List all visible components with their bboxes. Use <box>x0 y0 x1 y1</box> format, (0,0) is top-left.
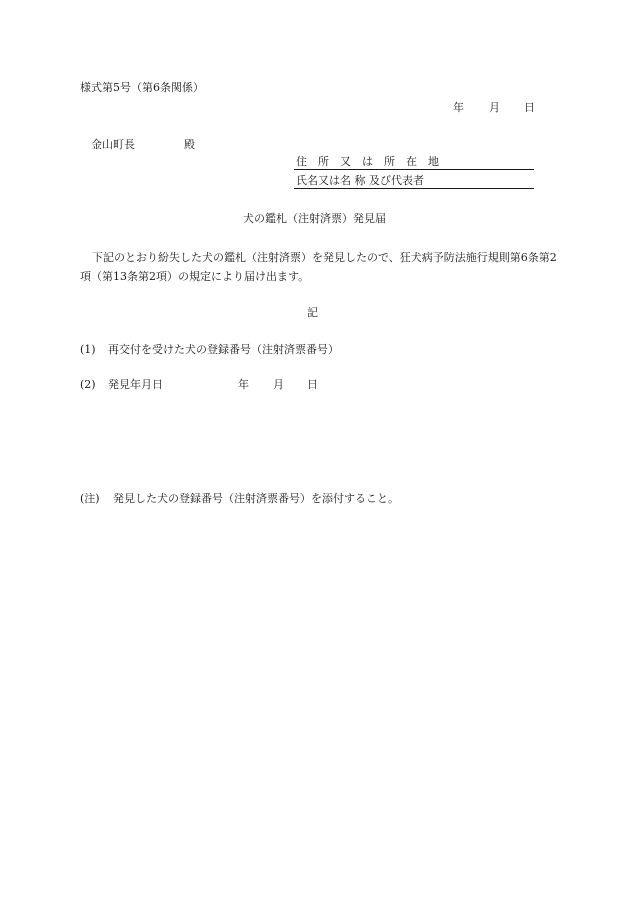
item-2-day: 日 <box>307 378 318 391</box>
recipient-name: 金山町長 <box>91 138 135 151</box>
item-1-number: (1) <box>80 343 96 356</box>
recipient-honorific: 殿 <box>184 138 195 151</box>
item-2-year: 年 <box>238 378 249 391</box>
item-1-label: 再交付を受けた犬の登録番号（注射済票番号） <box>108 343 339 356</box>
address-underline <box>294 169 534 170</box>
address-label: 住 所 又 は 所 在 地 <box>296 155 439 168</box>
document-title: 犬の鑑札（注射済票）発見届 <box>243 212 386 225</box>
body-paragraph: 下記のとおり紛失した犬の鑑札（注射済票）を発見したので、狂犬病予防法施行規則第6条第2項（第13条第2項）の規定により届け出ます。 <box>80 251 557 283</box>
date-year-label: 年 <box>453 101 464 114</box>
name-label: 氏名又は名 称 及び代表者 <box>296 174 424 187</box>
item-2-label: 発見年月日 <box>108 378 163 391</box>
date-month-label: 月 <box>489 101 500 114</box>
item-2-number: (2) <box>80 378 96 391</box>
ki-heading: 記 <box>307 306 318 319</box>
item-2-month: 月 <box>273 378 284 391</box>
form-number-label: 様式第5号（第6条関係） <box>80 81 204 94</box>
name-underline <box>294 188 534 189</box>
date-day-label: 日 <box>524 101 535 114</box>
note-text: 発見した犬の登録番号（注射済票番号）を添付すること。 <box>113 492 399 505</box>
note-prefix: (注) <box>80 492 100 505</box>
